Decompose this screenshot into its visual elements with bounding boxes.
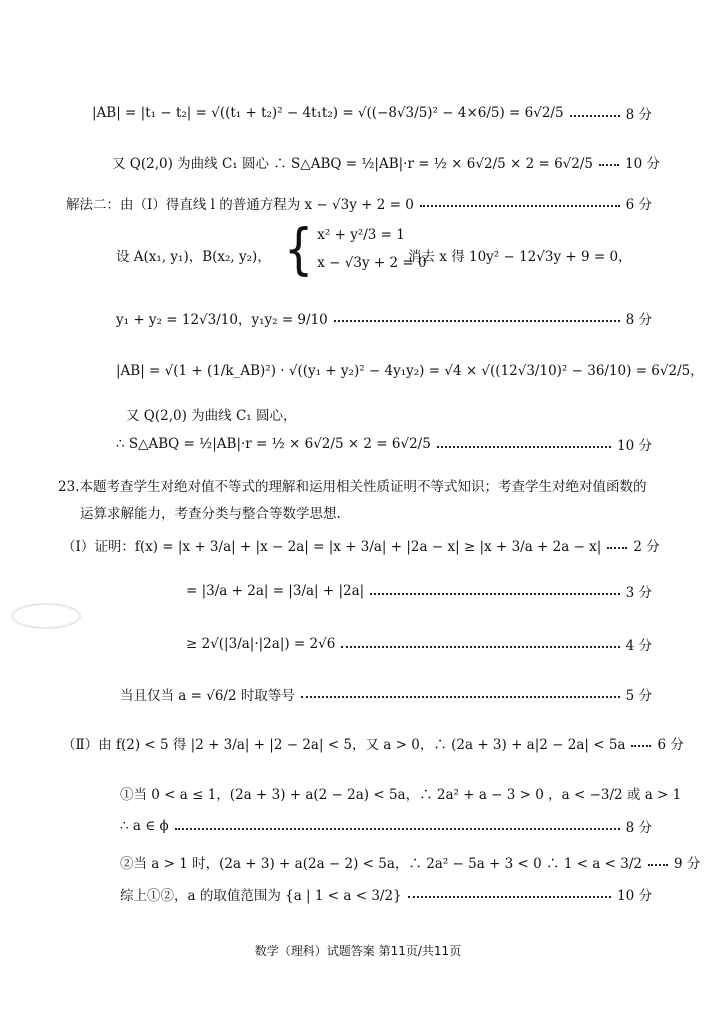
- score-3: 3 分: [625, 585, 652, 601]
- line-equation: 解法二：由（Ⅰ）得直线 l 的普通方程为 x − √3y + 2 = 0: [66, 197, 414, 213]
- system-eq-2: x − √3y + 2 = 0: [317, 255, 427, 271]
- dot-leader: [341, 646, 619, 648]
- dot-leader: [648, 864, 668, 866]
- score-8: 8 分: [625, 312, 652, 328]
- proof-line-2: [186, 581, 652, 601]
- method-two-line: [66, 193, 652, 213]
- empty-set-line: [120, 816, 652, 836]
- proof-equation-3: ≥ 2√(|3/a|·|2a|) = 2√6: [186, 636, 336, 652]
- case-two-line: [120, 852, 701, 872]
- dot-leader: [301, 696, 620, 698]
- area-equation-2: ∴ S△ABQ = ½|AB|·r = ½ × 6√2/5 × 2 = 6√2/5: [116, 436, 431, 452]
- faint-stamp-watermark: [6, 596, 96, 636]
- chord-length-line: |AB| = √(1 + (1/k_AB)²) · √((y₁ + y₂)² − 4y₁y₂) = √4 × √((12√3/10)² − 36/10) = 6√2/5，: [116, 363, 704, 379]
- score-8: 8 分: [625, 107, 652, 123]
- conclusion-line: [120, 884, 652, 904]
- score-10: 10 分: [617, 888, 652, 904]
- conclusion-equation: 综上①②，a 的取值范围为 {a | 1 < a < 3/2}: [120, 888, 402, 904]
- score-10: 10 分: [617, 438, 652, 454]
- question-23-intro: 23.本题考查学生对绝对值不等式的理解和运用相关性质证明不等式知识；考查学生对绝对值函数的: [58, 479, 647, 495]
- dot-leader: [420, 205, 620, 207]
- equality-condition: 当且仅当 a = √6/2 时取等号: [120, 688, 295, 704]
- area-equation-1: 又 Q(2,0) 为曲线 C₁ 圆心 ∴ S△ABQ = ½|AB|·r = ½ × 6√2/5 × 2 = 6√2/5: [112, 156, 594, 172]
- system-prefix: 设 A(x₁, y₁)，B(x₂, y₂)，: [116, 249, 271, 265]
- dot-leader: [631, 745, 651, 747]
- score-5: 5 分: [625, 688, 652, 704]
- eliminate-x-text: 消去 x 得 10y² − 12√3y + 9 = 0，: [408, 249, 632, 265]
- dot-leader: [370, 593, 619, 595]
- page-footer: 数学（理科）试题答案 第11页/共11页: [254, 944, 462, 958]
- vieta-equation: y₁ + y₂ = 12√3/10，y₁y₂ = 9/10: [116, 312, 328, 328]
- proof-equation-1: （Ⅰ）证明：f(x) = |x + 3/a| + |x − 2a| = |x + 3/a| + |2a − x| ≥ |x + 3/a + 2a − x|: [62, 539, 602, 555]
- system-eq-1: x² + y²/3 = 1: [317, 227, 405, 243]
- dot-leader: [570, 115, 620, 117]
- score-9: 9 分: [673, 856, 701, 872]
- equality-condition-line: [120, 684, 652, 704]
- left-brace: {: [284, 216, 314, 282]
- proof-line-1: [62, 535, 660, 555]
- score-8: 8 分: [625, 820, 652, 836]
- empty-set-result: ∴ a ∈ ϕ: [120, 818, 169, 834]
- score-10: 10 分: [625, 156, 660, 172]
- score-6: 6 分: [625, 197, 652, 213]
- score-6: 6 分: [657, 737, 684, 753]
- proof-line-3: [186, 634, 652, 654]
- ab-length-line: [92, 103, 652, 123]
- dot-leader: [408, 896, 611, 898]
- vieta-line: [116, 308, 652, 328]
- part-two-equation: （Ⅱ）由 f(2) < 5 得 |2 + 3/a| + |2 − 2a| < 5，又 a > 0，∴ (2a + 3) + a|2 − 2a| < 5a: [62, 737, 626, 753]
- area-line-1: [112, 152, 660, 172]
- dot-leader: [175, 828, 620, 830]
- question-23-intro-cont: 运算求解能力，考查分类与整合等数学思想.: [80, 506, 341, 522]
- area-line-2: [116, 434, 652, 454]
- ab-length-equation: |AB| = |t₁ − t₂| = √((t₁ + t₂)² − 4t₁t₂) = √((−8√3/5)² − 4×6/5) = 6√2/5: [92, 105, 564, 121]
- center-note: 又 Q(2,0) 为曲线 C₁ 圆心，: [126, 408, 297, 424]
- dot-leader: [437, 446, 611, 448]
- case-one-line: ①当 0 < a ≤ 1，(2a + 3) + a(2 − 2a) < 5a，∴ 2a² + a − 3 > 0 ，a < −3/2 或 a > 1: [120, 787, 682, 803]
- score-4: 4 分: [625, 638, 652, 654]
- equation-system: [284, 216, 427, 282]
- proof-equation-2: = |3/a + 2a| = |3/a| + |2a|: [186, 583, 365, 599]
- dot-leader: [334, 320, 620, 322]
- score-2: 2 分: [633, 539, 660, 555]
- dot-leader: [599, 164, 619, 166]
- case-two-equation: ②当 a > 1 时，(2a + 3) + a(2a − 2) < 5a，∴ 2a² − 5a + 3 < 0 ∴ 1 < a < 3/2: [120, 856, 642, 872]
- dot-leader: [607, 547, 627, 549]
- part-two-line: [62, 733, 684, 753]
